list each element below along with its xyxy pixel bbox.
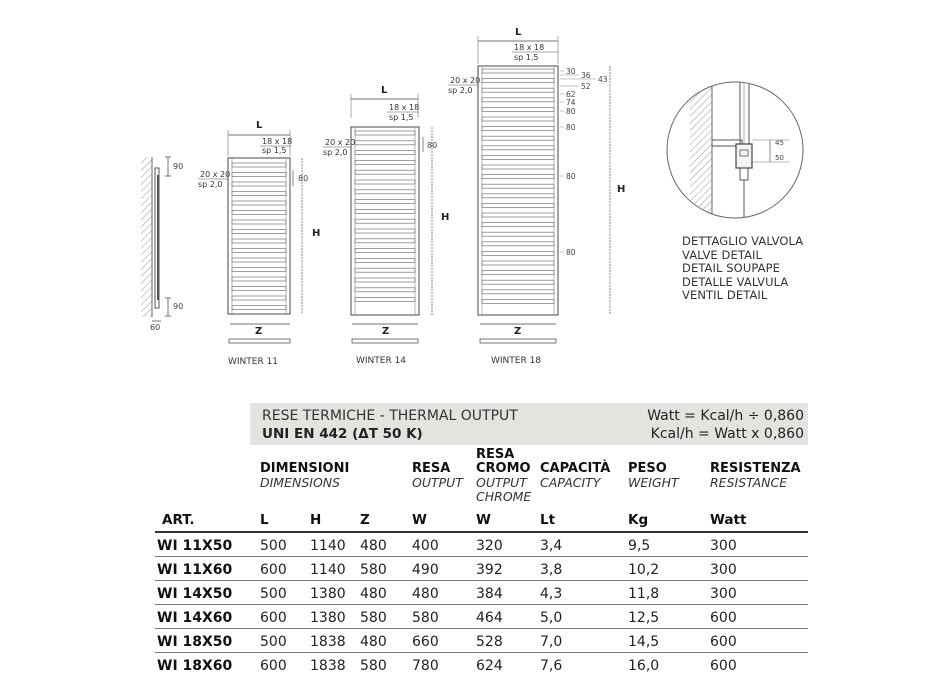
radiator-bar <box>482 194 554 198</box>
header-output-it: RESA <box>412 461 451 476</box>
w18-tube-top-sp: sp 1,5 <box>514 53 539 62</box>
cell-Z: 580 <box>360 658 387 674</box>
unit-output-w: W <box>412 512 427 528</box>
valve-caption-en: VALVE DETAIL <box>682 247 763 262</box>
cell-H: 1140 <box>310 538 346 554</box>
w18-spacing-dimensions <box>560 67 608 257</box>
radiator-bar <box>482 232 554 236</box>
row-divider <box>155 580 808 581</box>
radiator-bar <box>482 79 554 83</box>
header-resistance <box>710 462 801 490</box>
cell-H: 1838 <box>310 658 346 674</box>
cell-H: 1380 <box>310 610 346 626</box>
radiator-bar <box>482 98 554 102</box>
header-output-en: OUTPUT <box>412 475 463 490</box>
radiator-bar <box>482 290 554 294</box>
w18-spacing-label: 80 <box>566 123 576 132</box>
cell-output: 660 <box>412 634 439 650</box>
radiator-bar <box>232 182 286 186</box>
radiator-bar <box>482 271 554 275</box>
cell-art: WI 14X60 <box>157 610 233 626</box>
valve-dim-45: 45 <box>775 139 784 147</box>
radiator-bar <box>482 107 554 111</box>
radiator-bar <box>232 296 286 300</box>
radiator-bar <box>232 287 286 291</box>
header-capacity-en: CAPACITY <box>540 475 601 490</box>
header-chrome-en2: CHROME <box>476 489 532 504</box>
radiator-bar <box>355 278 415 282</box>
cell-L: 600 <box>260 658 287 674</box>
cell-L: 500 <box>260 586 287 602</box>
valve-detail-caption <box>682 235 803 303</box>
radiator-bar <box>355 180 415 184</box>
cell-weight: 12,5 <box>628 610 660 626</box>
winter-18-drawing <box>448 27 625 366</box>
w18-tube-top: 18 x 18 <box>514 43 545 52</box>
radiator-bar <box>482 242 554 246</box>
radiator-bar <box>482 223 554 227</box>
radiator-bar <box>232 306 286 310</box>
cell-capacity: 5,0 <box>540 610 563 626</box>
radiator-bar <box>355 298 415 302</box>
header-chrome-en1: OUTPUT <box>476 475 527 490</box>
w14-model-label: WINTER 14 <box>356 356 407 366</box>
radiator-bar <box>232 211 286 215</box>
radiator-bar <box>232 192 286 196</box>
cell-weight: 9,5 <box>628 538 651 554</box>
w18-H-label: H <box>617 184 626 195</box>
w14-H-label: H <box>441 212 450 223</box>
formula-watt: Watt = Kcal/h ÷ 0,860 <box>647 408 804 424</box>
cell-art: WI 11X60 <box>157 562 233 578</box>
radiator-bar <box>232 230 286 234</box>
cell-Z: 480 <box>360 538 387 554</box>
unit-art: ART. <box>162 512 195 528</box>
cell-weight: 11,8 <box>628 586 660 602</box>
radiator-bar <box>355 170 415 174</box>
radiator-bar <box>355 288 415 292</box>
cell-chrome: 528 <box>476 634 503 650</box>
cell-capacity: 7,6 <box>540 658 563 674</box>
radiator-bar <box>482 251 554 255</box>
w18-tube-side: 20 x 20 <box>450 76 481 85</box>
cell-resistance: 300 <box>710 538 737 554</box>
w18-tube-side-sp: sp 2,0 <box>448 86 473 95</box>
w14-pitch: 80 <box>427 141 438 150</box>
header-dimensions <box>260 462 349 490</box>
radiator-bar <box>355 239 415 243</box>
radiator-bar <box>355 200 415 204</box>
side-top-gap: 90 <box>173 162 184 171</box>
cell-output: 780 <box>412 658 439 674</box>
w11-Z-label: Z <box>255 326 263 337</box>
valve-caption-fr: DETAIL SOUPAPE <box>682 261 781 276</box>
radiator-bar <box>355 141 415 145</box>
cell-chrome: 392 <box>476 562 503 578</box>
w18-L-label: L <box>515 27 522 38</box>
cell-capacity: 7,0 <box>540 634 563 650</box>
radiator-bar <box>482 155 554 159</box>
header-resistance-it: RESISTENZA <box>710 461 801 476</box>
radiator-bar <box>482 203 554 207</box>
radiator-bar <box>232 249 286 253</box>
w14-Z-label: Z <box>382 326 390 337</box>
cell-capacity: 3,8 <box>540 562 563 578</box>
row-divider <box>155 604 808 605</box>
w11-tube-side: 20 x 20 <box>200 170 231 179</box>
cell-L: 500 <box>260 634 287 650</box>
radiator-bar <box>482 184 554 188</box>
w18-model-label: WINTER 18 <box>491 356 542 366</box>
w18-spacing-label: 36 <box>581 71 591 80</box>
radiator-bar <box>355 151 415 155</box>
cell-Z: 580 <box>360 610 387 626</box>
row-divider <box>155 652 808 653</box>
radiator-bar <box>232 258 286 262</box>
radiator-bar <box>355 160 415 164</box>
radiator-bar <box>355 249 415 253</box>
radiator-bar <box>232 163 286 167</box>
unit-resistance: Watt <box>710 512 747 528</box>
radiator-bar <box>355 258 415 262</box>
side-bottom-gap: 90 <box>173 302 184 311</box>
cell-chrome: 464 <box>476 610 503 626</box>
cell-L: 500 <box>260 538 287 554</box>
cell-resistance: 600 <box>710 610 737 626</box>
header-weight-it: PESO <box>628 461 667 476</box>
header-capacity-it: CAPACITÀ <box>540 461 611 476</box>
w18-Z-label: Z <box>514 326 522 337</box>
cell-art: WI 11X50 <box>157 538 233 554</box>
cell-output: 490 <box>412 562 439 578</box>
cell-weight: 10,2 <box>628 562 660 578</box>
radiator-bar <box>482 213 554 217</box>
cell-resistance: 600 <box>710 634 737 650</box>
valve-caption-it: DETTAGLIO VALVOLA <box>682 234 804 248</box>
w14-tube-top-sp: sp 1,5 <box>389 113 414 122</box>
row-divider <box>155 628 808 629</box>
cell-Z: 480 <box>360 586 387 602</box>
cell-Z: 580 <box>360 562 387 578</box>
cell-chrome: 320 <box>476 538 503 554</box>
cell-Z: 480 <box>360 634 387 650</box>
w18-spacing-label: 80 <box>566 107 576 116</box>
cell-L: 600 <box>260 610 287 626</box>
w14-tube-side-sp: sp 2,0 <box>323 148 348 157</box>
w11-model-label: WINTER 11 <box>228 357 279 367</box>
header-capacity <box>540 462 610 490</box>
cell-H: 1838 <box>310 634 346 650</box>
header-chrome-it2: CROMO <box>476 461 531 476</box>
w11-pitch: 80 <box>298 174 309 183</box>
header-weight-en: WEIGHT <box>628 475 679 490</box>
formula-kcal: Kcal/h = Watt x 0,860 <box>650 426 804 442</box>
winter-11-drawing <box>198 120 320 367</box>
radiator-bar <box>355 219 415 223</box>
w18-spacing-label: 80 <box>566 172 576 181</box>
cell-output: 580 <box>412 610 439 626</box>
w18-spacing-label: 80 <box>566 248 576 257</box>
unit-Z: Z <box>360 512 370 528</box>
cell-output: 400 <box>412 538 439 554</box>
w14-L-label: L <box>381 85 388 96</box>
radiator-bar <box>355 131 415 135</box>
radiator-bar <box>355 190 415 194</box>
cell-art: WI 18X60 <box>157 658 233 674</box>
cell-H: 1140 <box>310 562 346 578</box>
valve-detail-drawing <box>667 80 803 220</box>
banner-title: RESE TERMICHE - THERMAL OUTPUT <box>262 408 518 424</box>
radiator-bar <box>482 136 554 140</box>
header-chrome-it1: RESA <box>476 447 515 462</box>
w11-tube-top: 18 x 18 <box>262 137 293 146</box>
thermal-output-banner <box>250 403 808 445</box>
valve-caption-es: DETALLE VALVULA <box>682 274 789 289</box>
radiator-bar <box>232 268 286 272</box>
radiator-bar <box>482 146 554 150</box>
cell-capacity: 3,4 <box>540 538 563 554</box>
radiator-bar <box>355 229 415 233</box>
header-dimensions-en: DIMENSIONS <box>260 475 341 490</box>
radiator-bar <box>482 117 554 121</box>
cell-capacity: 4,3 <box>540 586 563 602</box>
row-divider <box>155 556 808 557</box>
w11-tube-top-sp: sp 1,5 <box>262 146 287 155</box>
unit-chrome-w: W <box>476 512 491 528</box>
radiator-bar <box>482 127 554 131</box>
w14-tube-side: 20 x 20 <box>325 138 356 147</box>
radiator-bar <box>482 299 554 303</box>
header-output <box>412 462 463 490</box>
cell-art: WI 18X50 <box>157 634 233 650</box>
radiator-bar <box>232 239 286 243</box>
valve-dim-50: 50 <box>775 154 784 162</box>
side-depth: 60 <box>150 323 161 332</box>
banner-standard: UNI EN 442 (ΔT 50 K) <box>262 426 423 442</box>
header-resistance-en: RESISTANCE <box>710 475 788 490</box>
w11-L-label: L <box>256 120 263 131</box>
w18-spacing-label: 74 <box>566 98 576 107</box>
radiator-bar <box>355 268 415 272</box>
radiator-bar <box>482 69 554 73</box>
winter-14-drawing <box>323 85 449 366</box>
w11-H-label: H <box>312 228 321 239</box>
radiator-bar <box>232 173 286 177</box>
radiator-bar <box>482 175 554 179</box>
radiator-bar <box>232 277 286 281</box>
cell-H: 1380 <box>310 586 346 602</box>
unit-H: H <box>310 512 322 528</box>
valve-caption-de: VENTIL DETAIL <box>682 288 768 303</box>
cell-chrome: 384 <box>476 586 503 602</box>
radiator-bar <box>482 88 554 92</box>
side-view-drawing <box>141 157 183 332</box>
unit-L: L <box>260 512 269 528</box>
cell-art: WI 14X50 <box>157 586 233 602</box>
cell-resistance: 600 <box>710 658 737 674</box>
cell-chrome: 624 <box>476 658 503 674</box>
cell-resistance: 300 <box>710 586 737 602</box>
cell-weight: 14,5 <box>628 634 660 650</box>
unit-weight: Kg <box>628 512 649 528</box>
radiator-bar <box>482 280 554 284</box>
radiator-bar <box>482 165 554 169</box>
w18-spacing-label: 43 <box>598 75 608 84</box>
radiator-bar <box>232 220 286 224</box>
header-weight <box>628 462 679 490</box>
header-dimensions-it: DIMENSIONI <box>260 461 350 476</box>
radiator-bar <box>232 201 286 205</box>
w11-tube-side-sp: sp 2,0 <box>198 180 223 189</box>
cell-L: 600 <box>260 562 287 578</box>
radiator-bar <box>482 261 554 265</box>
w18-spacing-label: 30 <box>566 67 576 76</box>
cell-output: 480 <box>412 586 439 602</box>
w18-spacing-label: 52 <box>581 82 591 91</box>
radiator-bar <box>355 209 415 213</box>
table-header-rule <box>155 531 808 533</box>
header-chrome-output <box>476 448 531 504</box>
cell-weight: 16,0 <box>628 658 660 674</box>
w14-tube-top: 18 x 18 <box>389 103 420 112</box>
unit-capacity: Lt <box>540 512 556 528</box>
cell-resistance: 300 <box>710 562 737 578</box>
w18-spacing-label: 62 <box>566 90 576 99</box>
